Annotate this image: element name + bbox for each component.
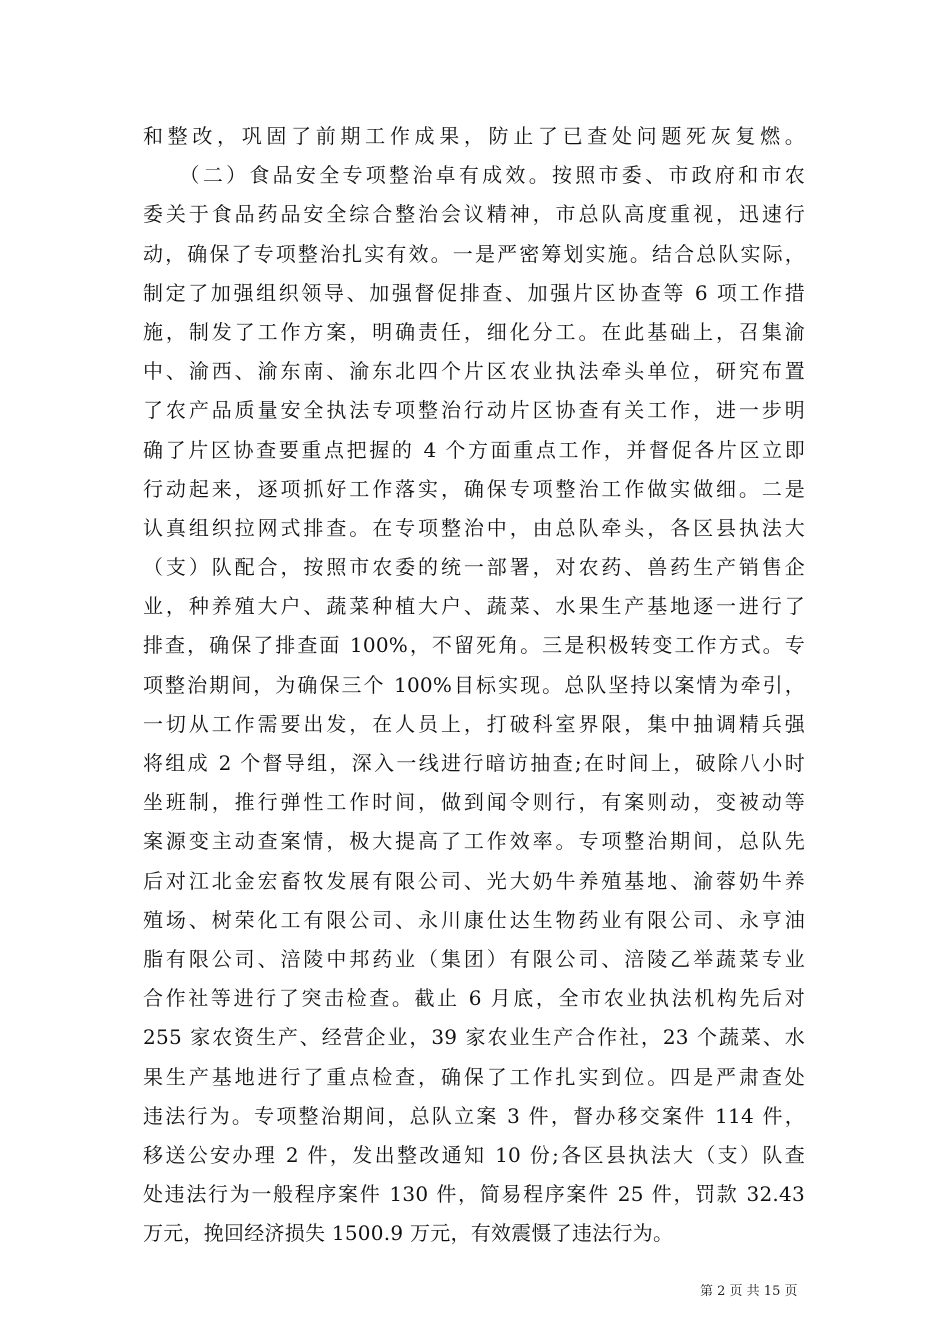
- text-line: 处违法行为一般程序案件 130 件，简易程序案件 25 件，罚款 32.43: [143, 1182, 805, 1207]
- text-line: 万元，挽回经济损失 1500.9 万元，有效震慑了违法行为。: [143, 1221, 674, 1246]
- text-line: 后对江北金宏畜牧发展有限公司、光大奶牛养殖基地、渝蓉奶牛养: [143, 868, 805, 893]
- text-line: （支）队配合，按照市农委的统一部署，对农药、兽药生产销售企: [143, 555, 805, 580]
- page-number: 第 2 页 共 15 页: [700, 1284, 798, 1299]
- text-line: 合作社等进行了突击检查。截止 6 月底，全市农业执法机构先后对: [143, 986, 805, 1011]
- text-line: 和整改，巩固了前期工作成果，防止了已查处问题死灰复燃。: [143, 124, 805, 148]
- text-line: 殖场、树荣化工有限公司、永川康仕达生物药业有限公司、永亨油: [143, 907, 805, 932]
- text-line: 255 家农资生产、经营企业，39 家农业生产合作社，23 个蔬菜、水: [143, 1025, 805, 1050]
- text-line: 违法行为。专项整治期间，总队立案 3 件，督办移交案件 114 件，: [143, 1103, 805, 1128]
- text-line: 果生产基地进行了重点检查，确保了工作扎实到位。四是严肃查处: [143, 1064, 805, 1089]
- text-line: 移送公安办理 2 件，发出整改通知 10 份;各区县执法大（支）队查: [143, 1142, 805, 1167]
- text-line: 案源变主动查案情，极大提高了工作效率。专项整治期间，总队先: [143, 829, 805, 854]
- text-line: 一切从工作需要出发，在人员上，打破科室界限，集中抽调精兵强: [143, 711, 805, 736]
- text-line: 项整治期间，为确保三个 100%目标实现。总队坚持以案情为牵引，: [143, 672, 805, 697]
- text-line: 业，种养殖大户、蔬菜种植大户、蔬菜、水果生产基地逐一进行了: [143, 594, 805, 619]
- text-line: 动，确保了专项整治扎实有效。一是严密筹划实施。结合总队实际，: [143, 241, 805, 266]
- text-line: 施，制发了工作方案，明确责任，细化分工。在此基础上，召集渝: [143, 319, 805, 344]
- body-text: [143, 117, 805, 1253]
- text-line: 中、渝西、渝东南、渝东北四个片区农业执法牵头单位，研究布置: [143, 359, 805, 384]
- text-line: 认真组织拉网式排查。在专项整治中，由总队牵头，各区县执法大: [143, 515, 805, 540]
- text-line: 脂有限公司、涪陵中邦药业（集团）有限公司、涪陵乙举蔬菜专业: [143, 946, 805, 971]
- text-line: 将组成 2 个督导组，深入一线进行暗访抽查;在时间上，破除八小时: [143, 751, 805, 775]
- text-line: 了农产品质量安全执法专项整治行动片区协查有关工作，进一步明: [143, 398, 805, 423]
- text-line: 行动起来，逐项抓好工作落实，确保专项整治工作做实做细。二是: [143, 476, 805, 501]
- text-line: 委关于食品药品安全综合整治会议精神，市总队高度重视，迅速行: [143, 202, 805, 227]
- text-line: （二）食品安全专项整治卓有成效。按照市委、市政府和市农: [143, 163, 805, 188]
- text-line: 确了片区协查要重点把握的 4 个方面重点工作，并督促各片区立即: [143, 437, 805, 462]
- text-line: 坐班制，推行弹性工作时间，做到闻令则行，有案则动，变被动等: [143, 790, 805, 815]
- text-line: 制定了加强组织领导、加强督促排查、加强片区协查等 6 项工作措: [143, 280, 805, 305]
- text-line: 排查，确保了排查面 100%，不留死角。三是积极转变工作方式。专: [143, 633, 805, 658]
